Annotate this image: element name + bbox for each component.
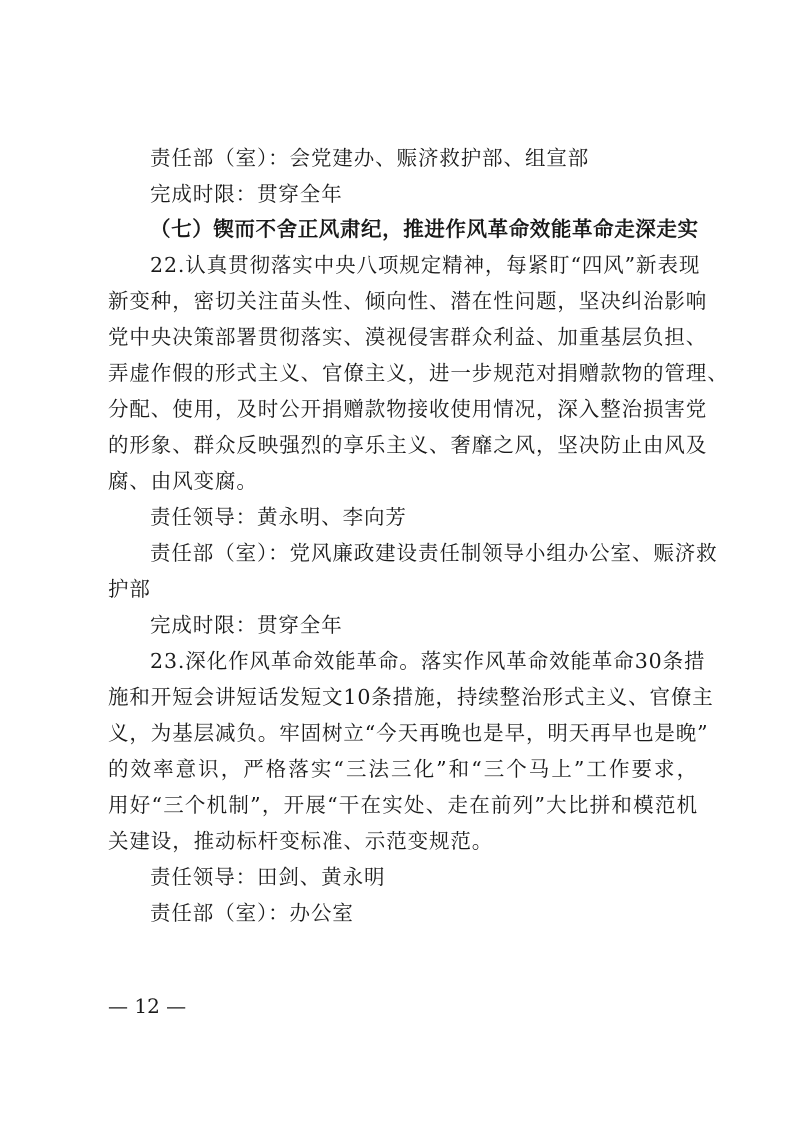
paragraph-line: 分配、使用，及时公开捐赠款物接收使用情况，深入整治损害党 — [108, 397, 708, 421]
responsible-department-line: 责任部（室）：党风廉政建设责任制领导小组办公室、赈济救 — [150, 541, 718, 565]
paragraph-line: 的效率意识，严格落实“三法三化”和“三个马上”工作要求， — [108, 757, 698, 781]
paragraph-line: 关建设，推动标杆变标准、示范变规范。 — [108, 829, 494, 853]
paragraph-line: 的形象、群众反映强烈的享乐主义、奢靡之风，坚决防止由风及 — [108, 433, 708, 457]
paragraph-line: 施和开短会讲短话发短文10条措施，持续整治形式主义、官僚主 — [108, 685, 714, 709]
paragraph-line: 腐、由风变腐。 — [108, 469, 258, 493]
completion-deadline-line: 完成时限：贯穿全年 — [150, 182, 343, 206]
paragraph-line: 23.深化作风革命效能革命。落实作风革命效能革命30条措 — [150, 649, 706, 673]
responsible-leader-line: 责任领导：黄永明、李向芳 — [150, 505, 407, 529]
paragraph-line: 义，为基层减负。牢固树立“今天再晚也是早，明天再早也是晚” — [108, 721, 709, 745]
responsible-department-line: 责任部（室）：办公室 — [150, 901, 354, 925]
responsible-department-line: 责任部（室）：会党建办、赈济救护部、组宣部 — [150, 146, 590, 170]
responsible-leader-line: 责任领导：田剑、黄永明 — [150, 865, 386, 889]
paragraph-line: 22.认真贯彻落实中央八项规定精神，每紧盯“四风”新表现 — [150, 253, 701, 277]
completion-deadline-line: 完成时限：贯穿全年 — [150, 613, 343, 637]
paragraph-line: 新变种，密切关注苗头性、倾向性、潜在性问题，坚决纠治影响 — [108, 289, 708, 313]
page-number: — 12 — — [108, 994, 187, 1018]
section-heading: （七）锲而不舍正风肃纪，推进作风革命效能革命走深走实 — [150, 217, 699, 241]
paragraph-line: 弄虚作假的形式主义、官僚主义，进一步规范对捐赠款物的管理、 — [108, 361, 729, 385]
paragraph-line: 用好“三个机制”，开展“干在实处、走在前列”大比拼和模范机 — [108, 793, 698, 817]
paragraph-line: 党中央决策部署贯彻落实、漠视侵害群众利益、加重基层负担、 — [108, 325, 708, 349]
responsible-department-line: 护部 — [108, 577, 151, 601]
